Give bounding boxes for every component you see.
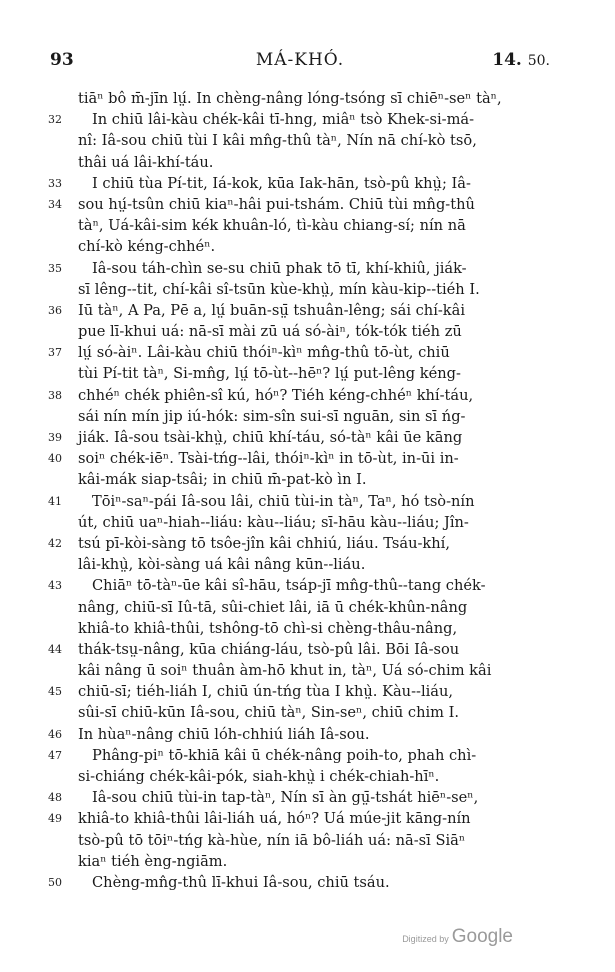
- page-number: 93: [50, 50, 74, 70]
- chapter-verse-ref: [492, 50, 550, 70]
- verse-marker: 47: [48, 748, 62, 762]
- text-line: [48, 236, 553, 257]
- line-text: tàⁿ, Uá-kâi-sim kék khuân-ló, tì-kàu chiang-sí; nín nā: [78, 217, 466, 235]
- text-line: [48, 321, 553, 342]
- line-text: lṳ́ só-àiⁿ. Lâi-kàu chiū thóiⁿ-kìⁿ mn̂g-thû tō-ùt, chiū: [78, 344, 450, 362]
- line-text: chí-kò kéng-chhéⁿ.: [78, 238, 216, 256]
- line-text: Iâ-sou táh-chìn se-su chiū phak tō tī, khí-khiû, jiák-: [92, 259, 467, 277]
- text-line: [48, 448, 553, 469]
- line-text: Iū tàⁿ, A Pa, Pē a, lṳ́ buān-sṳ̄ tshuân-lêng; sái chí-kâi: [78, 301, 466, 319]
- text-line: [48, 427, 553, 448]
- text-line: [48, 512, 553, 533]
- line-text: Phâng-piⁿ tō-khiā kâi ū chék-nâng poih-to, phah chì-: [92, 746, 477, 764]
- text-line: [48, 681, 553, 702]
- text-line: [48, 787, 553, 808]
- text-line: [48, 597, 553, 618]
- text-line: [48, 363, 553, 384]
- verse-marker: 44: [48, 642, 62, 656]
- line-text: In hùaⁿ-nâng chiū lóh-chhiú liáh Iâ-sou.: [78, 725, 370, 743]
- line-text: si-chiáng chék-kâi-pók, siah-khṳ̀ i chék-chiah-hīⁿ.: [78, 768, 440, 785]
- text-line: [48, 724, 553, 745]
- line-text: lâi-khṳ̀, kòi-sàng uá kâi nâng kūn--liáu.: [78, 556, 366, 574]
- verse-marker: 46: [48, 727, 62, 741]
- line-text: sái nín mín jip iú-hók: sim-sîn sui-sī nguān, sin sī ńg-: [78, 407, 466, 425]
- chapter-number: 14.: [492, 50, 522, 70]
- verse-marker: 48: [48, 791, 62, 805]
- line-text: tùi Pí-tit tàⁿ, Si-mn̂g, lṳ́ tō-ùt--hēⁿ? lṳ́ put-lêng kéng-: [78, 365, 461, 383]
- text-line: [48, 745, 553, 766]
- text-line: [48, 660, 553, 681]
- line-text: khiâ-to khiâ-thûi lâi-liáh uá, hóⁿ? Uá múe-jit kāng-nín: [78, 810, 471, 828]
- line-text: In chiū lâi-kàu chék-kâi tī-hng, miâⁿ tsò Khek-si-má-: [92, 111, 475, 129]
- text-line: [48, 851, 553, 872]
- line-text: út, chiū uaⁿ-hiah--liáu: kàu--liáu; sī-hāu kàu--liáu; Jîn-: [78, 513, 469, 531]
- verse-number: 50.: [527, 53, 550, 69]
- line-text: tsò-pû tō tōiⁿ-tńg kà-hùe, nín iā bô-liáh uá: nā-sī Siāⁿ: [78, 831, 466, 849]
- line-text: I chiū tùa Pí-tit, Iá-kok, kūa Iak-hān, tsò-pû khṳ̀; Iâ-: [92, 174, 471, 192]
- verse-marker: 40: [48, 452, 62, 466]
- watermark-brand: Google: [451, 926, 513, 947]
- text-line: [48, 491, 553, 512]
- line-text: kâi-mák siap-tsâi; in chiū m̄-pat-kò ìn I.: [78, 471, 367, 489]
- text-line: [48, 618, 553, 639]
- text-line: [48, 300, 553, 321]
- verse-marker: 38: [48, 388, 62, 402]
- text-line: [48, 279, 553, 300]
- line-text: chhéⁿ chék phiên-sî kú, hóⁿ? Tiéh kéng-chhéⁿ khí-táu,: [78, 386, 474, 404]
- line-text: nî: Iâ-sou chiū tùi I kâi mn̂g-thû tàⁿ, Nín nā chí-kò tsō,: [78, 132, 477, 150]
- text-line: [48, 173, 553, 194]
- text-line: [48, 639, 553, 660]
- line-text: tsú pī-kòi-sàng tō tsôe-jîn kâi chhiú, liáu. Tsáu-khí,: [78, 534, 450, 552]
- text-line: [48, 808, 553, 829]
- verse-marker: 42: [48, 536, 62, 550]
- line-text: soiⁿ chék-iēⁿ. Tsài-tńg--lâi, thóiⁿ-kìⁿ in tō-ùt, in-ūi in-: [78, 450, 459, 468]
- text-line: [48, 88, 553, 109]
- verse-marker: 50: [48, 875, 62, 889]
- line-text: pue lī-khui uá: nā-sī mài zū uá só-àiⁿ, tók-tók tiéh zū: [78, 323, 462, 341]
- text-line: [48, 194, 553, 215]
- line-text: kiaⁿ tiéh èng-ngiām.: [78, 852, 228, 870]
- line-text: thák-tsṳ-nâng, kūa chiáng-láu, tsò-pû lâi. Bōi Iâ-sou: [78, 640, 460, 658]
- verse-marker: 32: [48, 113, 62, 127]
- line-text: Iâ-sou chiū tùi-in tap-tàⁿ, Nín sī àn gṳ̄-tshát hiēⁿ-seⁿ,: [92, 789, 479, 807]
- verse-marker: 36: [48, 303, 62, 317]
- verse-marker: 39: [48, 431, 62, 444]
- text-line: [48, 152, 553, 173]
- text-line: [48, 215, 553, 236]
- line-text: chiū-sī; tiéh-liáh I, chiū ún-tńg tùa I khṳ̀. Kàu--liáu,: [78, 683, 454, 701]
- text-line: [48, 702, 553, 723]
- digitized-watermark: [402, 926, 513, 948]
- verse-marker: 45: [48, 685, 62, 699]
- verse-marker: 37: [48, 346, 62, 360]
- verse-marker: 35: [48, 261, 62, 275]
- line-text: Chèng-mn̂g-thû lī-khui Iâ-sou, chiū tsáu.: [92, 873, 390, 891]
- line-text: sûi-sī chiū-kūn Iâ-sou, chiū tàⁿ, Sin-seⁿ, chiū chim I.: [78, 704, 460, 722]
- book-title: MÁ-KHÓ.: [255, 50, 345, 70]
- text-line: [48, 385, 553, 406]
- text-line: [48, 130, 553, 151]
- line-text: sī lêng--tit, chí-kâi sî-tsūn kùe-khṳ̀, mín kàu-kip--tiéh I.: [78, 280, 480, 298]
- line-text: kâi nâng ū soiⁿ thuân àm-hō khut in, tàⁿ, Uá só-chim kâi: [78, 662, 492, 680]
- line-text: khiâ-to khiâ-thûi, tshông-tō chì-si chèng-thâu-nâng,: [78, 619, 458, 637]
- text-line: [48, 533, 553, 554]
- verse-marker: 49: [48, 812, 62, 826]
- text-line: [48, 766, 553, 787]
- verse-marker: 34: [48, 197, 62, 211]
- line-text: tiāⁿ bô m̄-jīn lṳ́. In chèng-nâng lóng-tsóng sī chiēⁿ-seⁿ tàⁿ,: [78, 90, 502, 107]
- text-line: [48, 342, 553, 363]
- line-text: sou hṳ́-tsûn chiū kiaⁿ-hâi pui-tshám. Chiū tùi mn̂g-thû: [78, 195, 475, 213]
- running-header: [50, 50, 550, 78]
- verse-marker: 33: [48, 176, 62, 190]
- text-line: [48, 406, 553, 427]
- text-line: [48, 258, 553, 279]
- verse-marker: 43: [48, 579, 62, 593]
- line-text: thâi uá lâi-khí-táu.: [78, 153, 214, 171]
- text-line: [48, 872, 553, 893]
- line-text: nâng, chiū-sī Iû-tā, sûi-chiet lâi, iā ū chék-khûn-nâng: [78, 598, 468, 616]
- text-line: [48, 830, 553, 851]
- text-body: [48, 88, 553, 893]
- watermark-prefix: Digitized by: [402, 934, 449, 944]
- text-line: [48, 109, 553, 130]
- text-line: [48, 469, 553, 490]
- line-text: Tōiⁿ-saⁿ-pái Iâ-sou lâi, chiū tùi-in tàⁿ, Taⁿ, hó tsò-nín: [92, 492, 475, 510]
- text-line: [48, 554, 553, 575]
- verse-marker: 41: [48, 494, 62, 508]
- line-text: jiák. Iâ-sou tsài-khṳ̀, chiū khí-táu, só-tàⁿ kâi ūe kāng: [78, 429, 463, 446]
- line-text: Chiāⁿ tō-tàⁿ-ūe kâi sî-hāu, tsáp-jī mn̂g-thû--tang chék-: [92, 577, 486, 595]
- text-line: [48, 575, 553, 596]
